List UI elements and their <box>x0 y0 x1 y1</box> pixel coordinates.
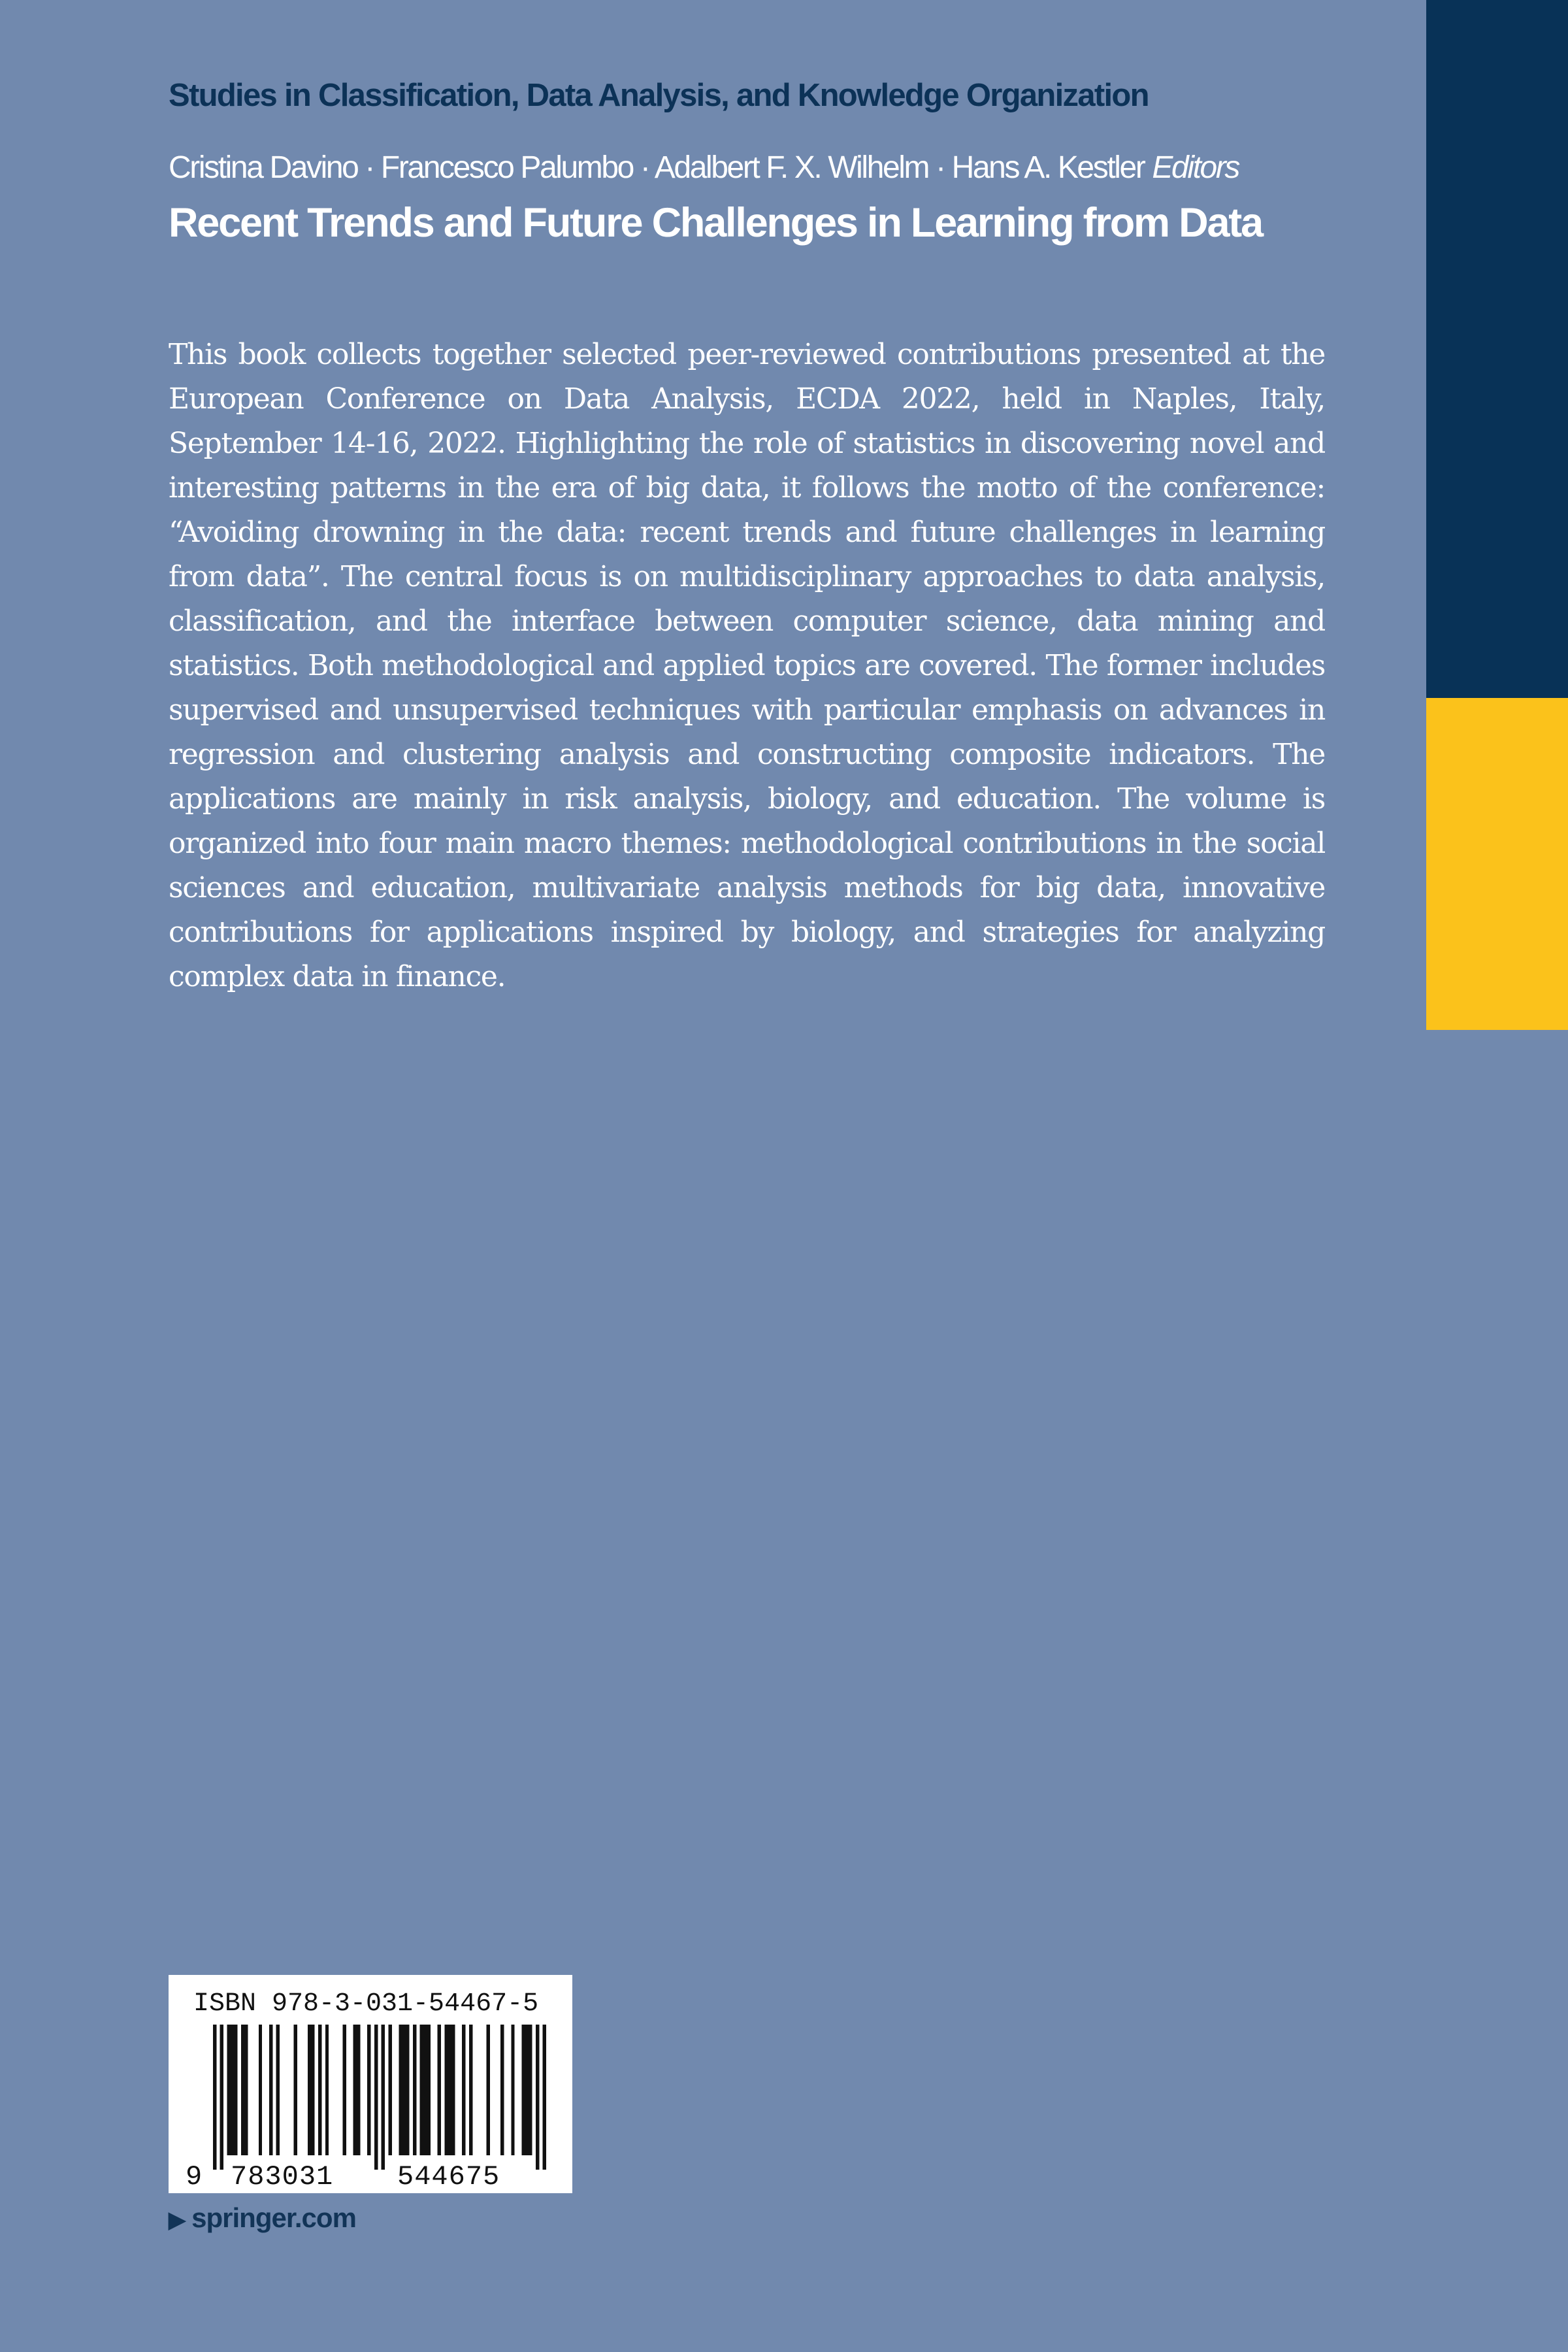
barcode-bar <box>423 2025 427 2155</box>
barcode-bar <box>511 2025 514 2155</box>
barcode-bar <box>462 2025 465 2155</box>
barcode-bar <box>402 2025 406 2155</box>
editors-line <box>169 150 1239 186</box>
barcode-bar <box>525 2025 529 2155</box>
barcode-bar <box>406 2025 409 2155</box>
barcode-bar <box>311 2025 314 2155</box>
barcode-bar <box>469 2025 472 2155</box>
isbn-barcode <box>169 1975 572 2193</box>
barcode-bar <box>382 2025 385 2170</box>
editors-role: Editors <box>1152 150 1239 185</box>
editors-names: Cristina Davino · Francesco Palumbo · Adalbert F. X. Wilhelm · Hans A. Kestler <box>169 150 1145 185</box>
barcode-bar <box>543 2025 546 2170</box>
barcode-bar <box>438 2025 441 2155</box>
barcode-bar <box>293 2025 297 2155</box>
barcode-bar <box>259 2025 262 2155</box>
barcode-first-digit: 9 <box>186 2161 203 2193</box>
barcode-bars <box>213 2025 546 2170</box>
barcode-bar <box>353 2025 357 2155</box>
barcode-bar <box>413 2025 416 2155</box>
barcode-bar <box>521 2025 525 2155</box>
barcode-bar <box>388 2025 391 2155</box>
barcode-bar <box>529 2025 532 2155</box>
book-title: Recent Trends and Future Challenges in Learning from Data <box>169 200 1262 246</box>
book-description: This book collects together selected peer-reviewed contributions presented at the European Conference on Data Analysis, ECDA 2022, held in Naples, Italy, September 14-16, 2022. Highlighting the role of statistics in discovering novel and interesting patterns in the era of big data, it follows the motto of the conference: “Avoiding drowning in the data: recent trends and future challenges in learning from data”. The central focus is on multidisciplinary approaches to data analysis, classification, and the interface between computer science, data mining and statistics. Both methodological and applied topics are covered. The former includes supervised and unsupervised techniques with particular emphasis on advances in regression and clustering analysis and constructing composite indicators. The applications are mainly in risk analysis, biology, and education. The volume is organized into four main macro themes: methodological contributions in the social sciences and education, multivariate analysis methods for big data, innovative contributions for applications inspired by biology, and strategies for analyzing complex data in finance. <box>169 338 1325 993</box>
barcode-bar <box>427 2025 430 2155</box>
publisher-website: springer.com <box>191 2202 356 2233</box>
barcode-bar <box>308 2025 311 2155</box>
barcode-bar <box>269 2025 272 2155</box>
barcode-bar <box>367 2025 370 2155</box>
triangle-right-icon: ▶ <box>169 2208 186 2232</box>
barcode-bar <box>318 2025 321 2155</box>
barcode-digits <box>169 2161 572 2193</box>
barcode-bar <box>487 2025 490 2155</box>
barcode-right-digits: 544675 <box>397 2161 500 2193</box>
spine-navy-band <box>1426 0 1568 698</box>
barcode-bar <box>227 2025 230 2155</box>
barcode-bar <box>325 2025 329 2155</box>
barcode-bar <box>276 2025 280 2155</box>
spine-yellow-band <box>1426 698 1568 1030</box>
barcode-bar <box>357 2025 360 2155</box>
barcode-bar <box>234 2025 237 2155</box>
barcode-bar <box>343 2025 346 2155</box>
barcode-bar <box>420 2025 423 2155</box>
barcode-bar <box>374 2025 378 2170</box>
publisher-link[interactable] <box>169 2202 356 2234</box>
barcode-bar <box>444 2025 448 2155</box>
barcode-left-digits: 783031 <box>231 2161 334 2193</box>
barcode-bar <box>451 2025 455 2155</box>
barcode-bar <box>244 2025 248 2155</box>
series-title: Studies in Classification, Data Analysis, and Knowledge Organization <box>169 78 1149 113</box>
barcode-bar <box>399 2025 402 2155</box>
isbn-number: ISBN 978-3-031-54467-5 <box>193 1989 539 2019</box>
barcode-bar <box>220 2025 223 2170</box>
barcode-bar <box>213 2025 216 2170</box>
barcode-bar <box>241 2025 244 2155</box>
barcode-bar <box>231 2025 234 2155</box>
barcode-bar <box>536 2025 539 2170</box>
barcode-bar <box>500 2025 504 2155</box>
barcode-bar <box>448 2025 451 2155</box>
